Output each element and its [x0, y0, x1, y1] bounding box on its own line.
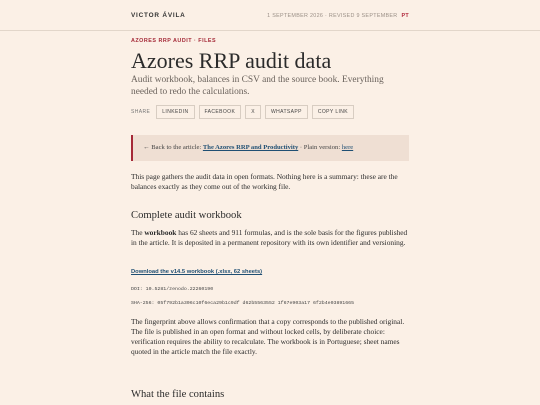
share-whatsapp-button[interactable]: WHATSAPP: [265, 105, 308, 119]
date-text: 1 SEPTEMBER 2026 · REVISED 9 SEPTEMBER: [267, 13, 398, 19]
breadcrumb: AZORES RRP AUDIT · FILES: [131, 38, 217, 44]
download-workbook-link[interactable]: Download the v14.5 workbook (.xlsx, 62 sheets): [131, 269, 263, 275]
publication-meta: [267, 13, 409, 19]
article-link[interactable]: The Azores RRP and Productivity: [202, 144, 299, 151]
copy-link-button[interactable]: COPY LINK: [312, 105, 354, 119]
back-to-article-callout: [131, 135, 409, 161]
language-toggle[interactable]: PT: [401, 13, 409, 19]
plain-version-link[interactable]: here: [341, 144, 354, 151]
share-label: SHARE: [131, 109, 151, 115]
share-bar: [131, 105, 354, 119]
back-prefix: ← Back to the article:: [143, 144, 203, 151]
page-subtitle: Audit workbook, balances in CSV and the source book. Everything needed to redo the calculations.: [131, 75, 384, 97]
share-facebook-button[interactable]: FACEBOOK: [199, 105, 242, 119]
workbook-paragraph: [131, 228, 409, 248]
workbook-para-rest: has 62 sheets and 911 formulas, and is the sole basis for the figures published in the article. It is deposited in a permanent repository with its own identifier and versioning.: [131, 228, 408, 247]
workbook-bold: workbook: [144, 228, 177, 237]
back-middle: · Plain version:: [298, 144, 342, 151]
section-heading-workbook: Complete audit workbook: [131, 210, 242, 221]
section-heading-contents: What the file contains: [131, 389, 225, 400]
top-bar: [0, 0, 540, 31]
workbook-para-pre: The: [131, 228, 145, 237]
fingerprint-paragraph: The fingerprint above allows confirmation that a copy corresponds to the published original. The file is published in an open format and without locked cells, by deliberate choice: verification requires the ability to recalculate. The workbook is in Portuguese; sheet names quoted in the article match the file exactly.: [131, 317, 405, 356]
share-x-button[interactable]: X: [245, 105, 261, 119]
sha-text: SHA-256: 05f792b1a306c10f6eca29b1c9df d62b5563552 1f67e903a17 6f2b4e03891665: [131, 301, 355, 306]
site-brand[interactable]: VICTOR ÁVILA: [131, 12, 186, 19]
page-title: Azores RRP audit data: [131, 48, 332, 73]
doi-text: DOI: 10.5281/zenodo.22260190: [131, 287, 214, 292]
share-linkedin-button[interactable]: LINKEDIN: [156, 105, 194, 119]
intro-paragraph: This page gathers the audit data in open formats. Nothing here is a summary: these are the balances exactly as they come out of the working file.: [131, 172, 398, 191]
